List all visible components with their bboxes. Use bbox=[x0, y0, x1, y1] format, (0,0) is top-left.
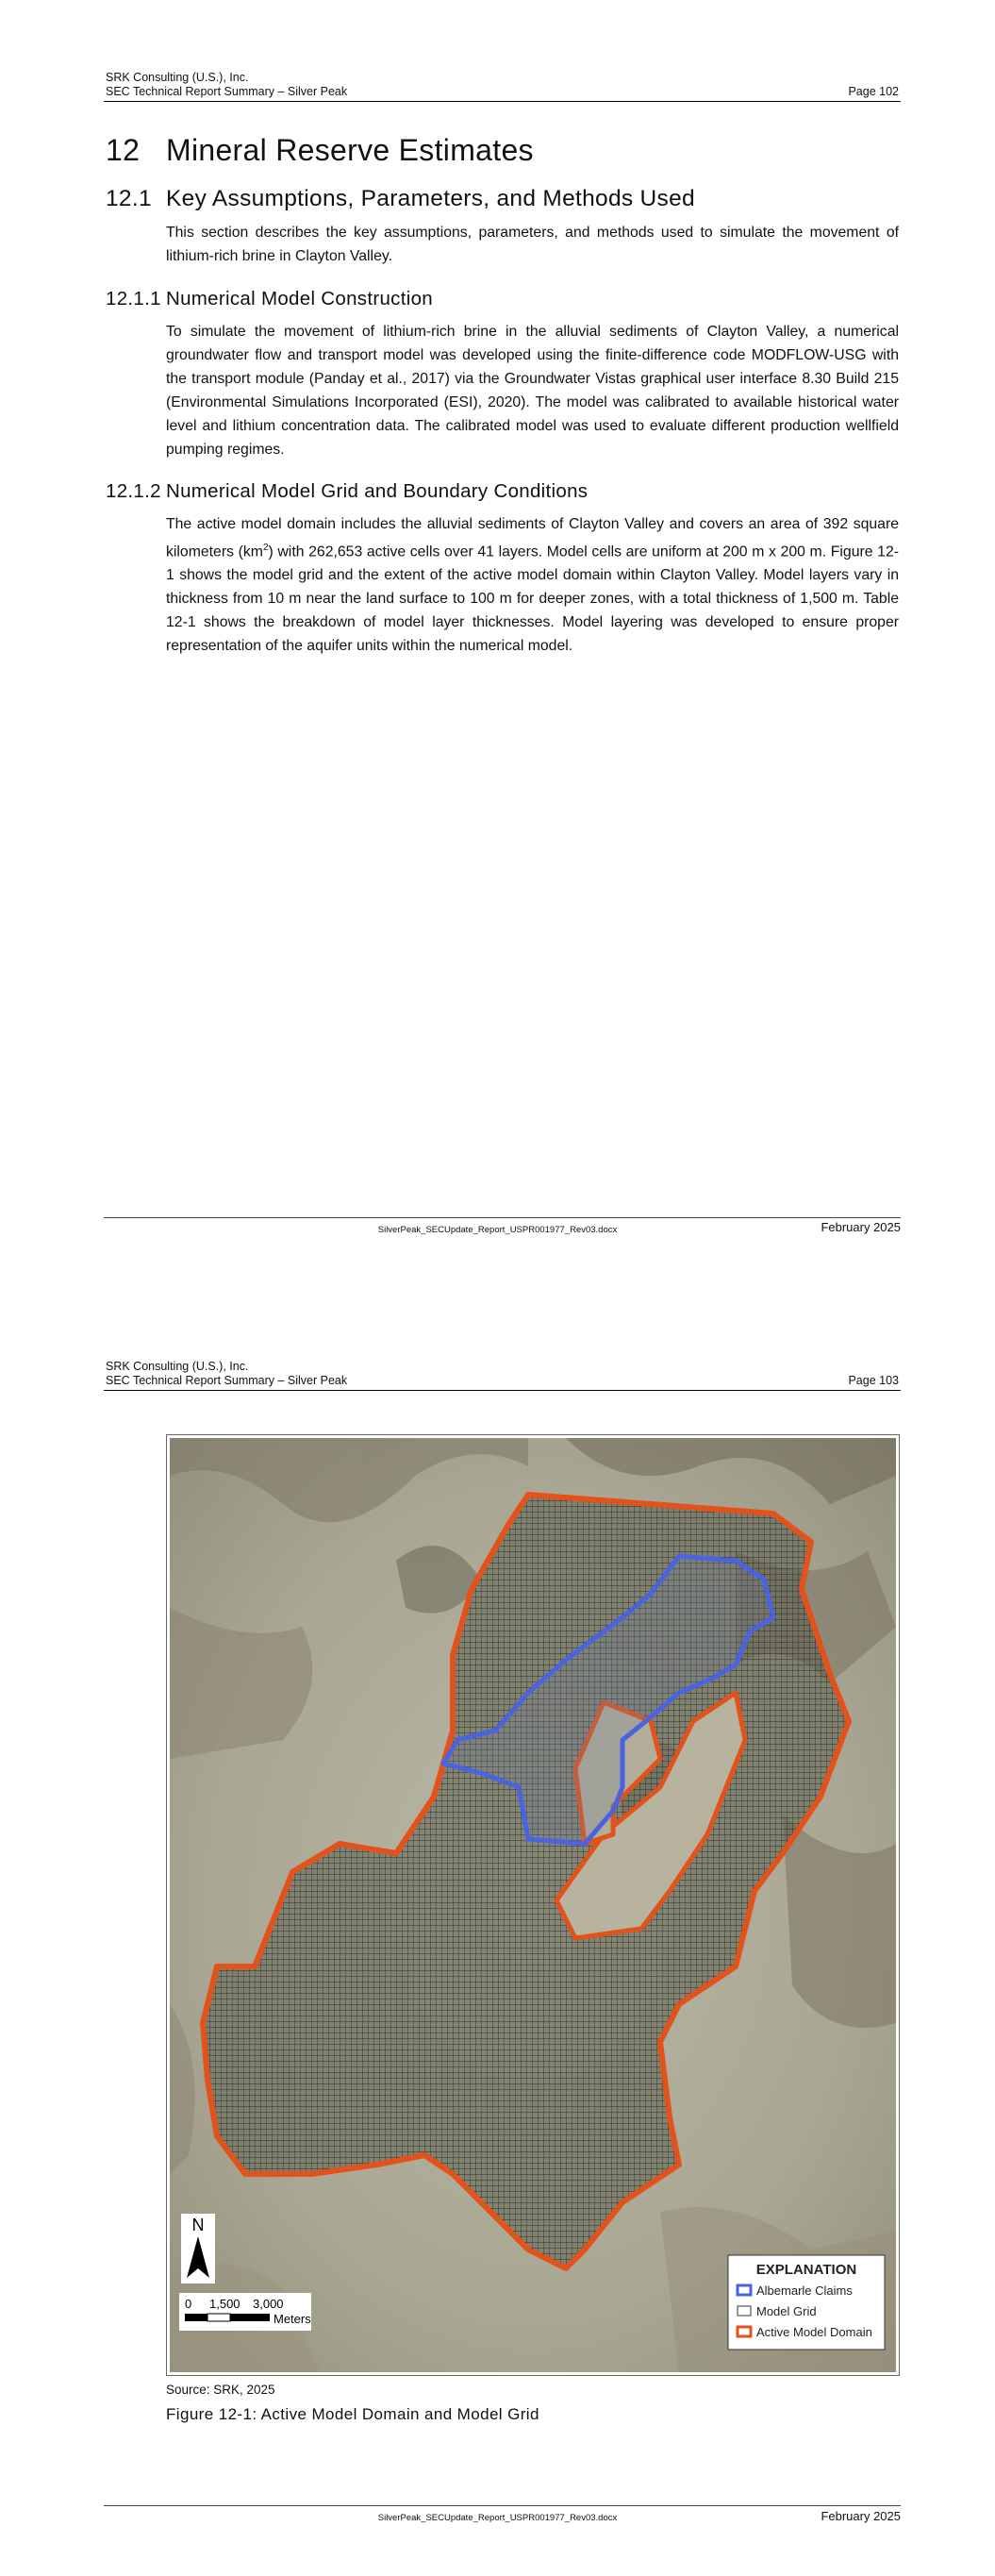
superscript: 2 bbox=[262, 543, 269, 553]
scale-label-1500: 1,500 bbox=[209, 2297, 240, 2311]
subsection-number: 12.1.2 bbox=[106, 480, 161, 502]
scale-bar bbox=[179, 2293, 311, 2331]
paragraph-text: The active model domain includes the alluvial sediments of Clayton Valley and covers an area of 392 square kilometers (km bbox=[166, 516, 899, 560]
paragraph-12-1-2 bbox=[166, 512, 899, 658]
north-label: N bbox=[191, 2216, 205, 2234]
header-report-title: SEC Technical Report Summary – Silver Peak bbox=[106, 85, 348, 98]
subsection-title: Numerical Model Construction bbox=[166, 288, 433, 309]
subsection-number: 12.1.1 bbox=[106, 288, 161, 309]
scale-label-3000: 3,000 bbox=[253, 2297, 284, 2311]
map-legend bbox=[728, 2255, 885, 2350]
subsection-title: Key Assumptions, Parameters, and Methods Used bbox=[166, 186, 695, 211]
section-title: Mineral Reserve Estimates bbox=[166, 133, 534, 167]
figure-source: Source: SRK, 2025 bbox=[166, 2383, 275, 2397]
subsection-heading-12-1 bbox=[106, 186, 695, 212]
page-number: Page 102 bbox=[848, 85, 899, 98]
subsection-number: 12.1 bbox=[106, 186, 152, 211]
header-company: SRK Consulting (U.S.), Inc. bbox=[106, 71, 249, 84]
legend-title: EXPLANATION bbox=[755, 2262, 857, 2278]
footer-rule bbox=[104, 2505, 901, 2506]
paragraph-12-1-1: To simulate the movement of lithium-rich brine in the alluvial sediments of Clayton Valley, a numerical groundwater flow and transport model was developed using the finite-difference code MODFLOW-USG with the transport module (Panday et al., 2017) via the Groundwater Vistas graphical user interface 8.30 Build 215 (Environmental Simulations Incorporated (ESI), 2020). The model was calibrated to available historical water level and lithium concentration data. The calibrated model was used to evaluate different production wellfield pumping regimes. bbox=[166, 324, 899, 458]
legend-label-claims: Albemarle Claims bbox=[756, 2283, 853, 2298]
footer-filename: SilverPeak_SECUpdate_Report_USPR001977_Rev03.docx bbox=[377, 2513, 618, 2523]
page-header bbox=[106, 1360, 899, 1388]
subsection-title: Numerical Model Grid and Boundary Conditions bbox=[166, 480, 589, 502]
header-report-title: SEC Technical Report Summary – Silver Peak bbox=[106, 1374, 348, 1387]
figure-caption: Figure 12-1: Active Model Domain and Model Grid bbox=[166, 2405, 539, 2423]
scale-label-0: 0 bbox=[185, 2297, 192, 2311]
scale-unit: Meters bbox=[274, 2312, 311, 2326]
section-number: 12 bbox=[106, 133, 141, 167]
page-number: Page 103 bbox=[848, 1374, 899, 1387]
north-arrow bbox=[181, 2214, 215, 2283]
page-header bbox=[106, 71, 899, 99]
paragraph-12-1: This section describes the key assumptions, parameters, and methods used to simulate the movement of lithium-rich brine in Clayton Valley. bbox=[166, 225, 899, 264]
footer-date: February 2025 bbox=[821, 2509, 901, 2523]
map-svg bbox=[170, 1438, 896, 2372]
footer-filename: SilverPeak_SECUpdate_Report_USPR001977_Rev03.docx bbox=[377, 1225, 618, 1235]
section-heading bbox=[106, 133, 534, 168]
paragraph-text: ) with 262,653 active cells over 41 layers. Model cells are uniform at 200 m x 200 m. Figure 12-1 shows the model grid and the extent of the active model domain within Clayton Valley. Model layers vary in thickness from 10 m near the land surface to 100 m for deeper zones, with a total thickness of 1,500 m. Table 12-1 shows the breakdown of model layer thicknesses. Model layering was developed to ensure proper representation of the aquifer units within the numerical model. bbox=[166, 544, 899, 655]
legend-label-grid: Model Grid bbox=[756, 2304, 817, 2318]
header-company: SRK Consulting (U.S.), Inc. bbox=[106, 1360, 249, 1373]
footer-rule bbox=[104, 1217, 901, 1218]
subsection-heading-12-1-2 bbox=[106, 480, 588, 503]
header-rule bbox=[104, 101, 901, 102]
figure-12-1-map bbox=[166, 1434, 900, 2376]
subsection-heading-12-1-1 bbox=[106, 288, 433, 310]
legend-label-domain: Active Model Domain bbox=[756, 2325, 872, 2339]
footer-date: February 2025 bbox=[821, 1220, 901, 1234]
header-rule bbox=[104, 1390, 901, 1391]
